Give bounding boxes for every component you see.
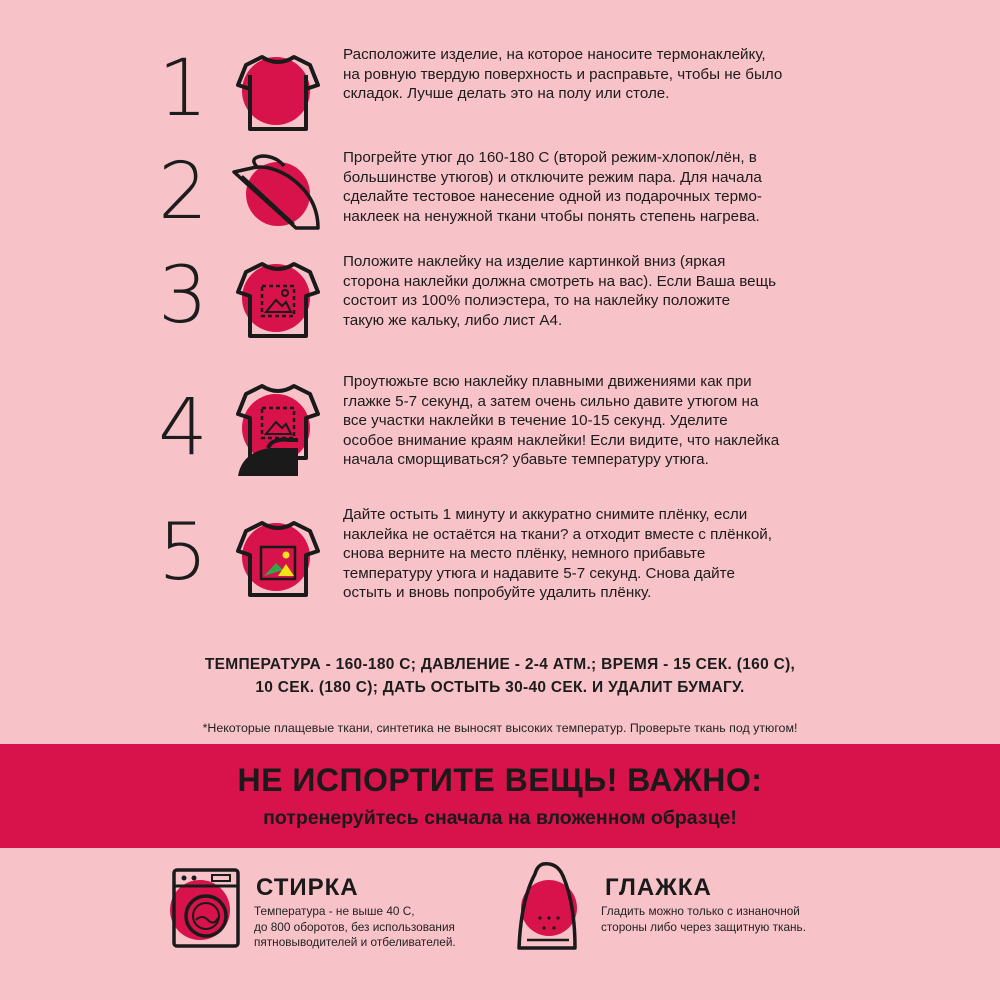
wash-title: СТИРКА — [256, 874, 359, 901]
parameters-summary: ТЕМПЕРАТУРА - 160-180 С; ДАВЛЕНИЕ - 2-4 АТМ.; ВРЕМЯ - 15 СЕК. (160 С), 10 СЕК. (180 С); ДАТЬ ОСТЫТЬ 30-40 СЕК. И УДАЛИТ БУМАГУ. — [204, 656, 796, 696]
step-4 — [0, 370, 1000, 482]
tshirt-sticker-icon — [228, 250, 328, 350]
step-number: 4 — [158, 383, 208, 473]
tshirt-print-icon — [228, 509, 328, 609]
step-3 — [0, 250, 1000, 360]
step-number: 1 — [158, 44, 208, 134]
step-text: Расположите изделие, на которое наносите термонаклейку, на ровную твердую поверхность и расправьте, чтобы не было складок. Лучше делать это на полу или столе. — [343, 46, 783, 103]
warning-banner — [0, 744, 1000, 848]
step-text: Проутюжьте всю наклейку плавными движениями как при глажке 5-7 секунд, а затем очень сильно давите утюгом на все участки наклейки в течение 10-15 секунд. Уделите особое внимание краям наклейки! Если видите, что наклейка начала сморщиваться? убавьте температуру утюга. — [343, 373, 780, 469]
step-number: 2 — [158, 147, 208, 237]
step-text: Положите наклейку на изделие картинкой вниз (яркая сторона наклейки должна смотреть на вас). Если Ваша вещь состоит из 100% полиэстера, то на наклейку положите такую же кальку, либо лист А4. — [343, 253, 776, 329]
step-1 — [0, 43, 1000, 153]
ironing-title: ГЛАЖКА — [605, 874, 712, 901]
wash-section — [170, 860, 500, 960]
wash-text: Температура - не выше 40 С, до 800 оборотов, без использования пятновыводителей и отбеливателей. — [254, 904, 456, 949]
step-2 — [0, 146, 1000, 256]
banner-subtitle: потренеруйтесь сначала на вложенном образце! — [263, 807, 737, 829]
step-number: 3 — [158, 251, 208, 341]
ironing-section — [513, 860, 853, 960]
ironing-text: Гладить можно только с изнаночной стороны либо через защитную ткань. — [601, 904, 806, 934]
tshirt-icon — [228, 43, 328, 143]
step-5 — [0, 503, 1000, 615]
banner-title: НЕ ИСПОРТИТЕ ВЕЩЬ! ВАЖНО: — [237, 762, 763, 798]
fabric-note: *Некоторые плащевые ткани, синтетика не выносят высоких температур. Проверьте ткань под утюгом! — [202, 721, 798, 735]
iron-icon — [513, 860, 593, 950]
step-number: 5 — [158, 508, 208, 598]
step-text: Прогрейте утюг до 160-180 С (второй режим-хлопок/лён, в большинстве утюгов) и отключите режим пара. Для начала сделайте тестовое нанесение одной из подарочных термо- наклеек на ненужной ткани чтобы понять степень нагрева. — [343, 149, 762, 225]
washing-machine-icon — [170, 860, 250, 950]
iron-icon — [228, 146, 328, 246]
tshirt-ironing-icon — [228, 380, 328, 480]
step-text: Дайте остыть 1 минуту и аккуратно снимите плёнку, если наклейка не остаётся на ткани? а отходит вместе с плёнкой, снова верните на место плёнку, немного прибавьте температуру утюга и надавите 5-7 секунд. Снова дайте остыть и вновь попробуйте удалить плёнку. — [343, 506, 772, 602]
